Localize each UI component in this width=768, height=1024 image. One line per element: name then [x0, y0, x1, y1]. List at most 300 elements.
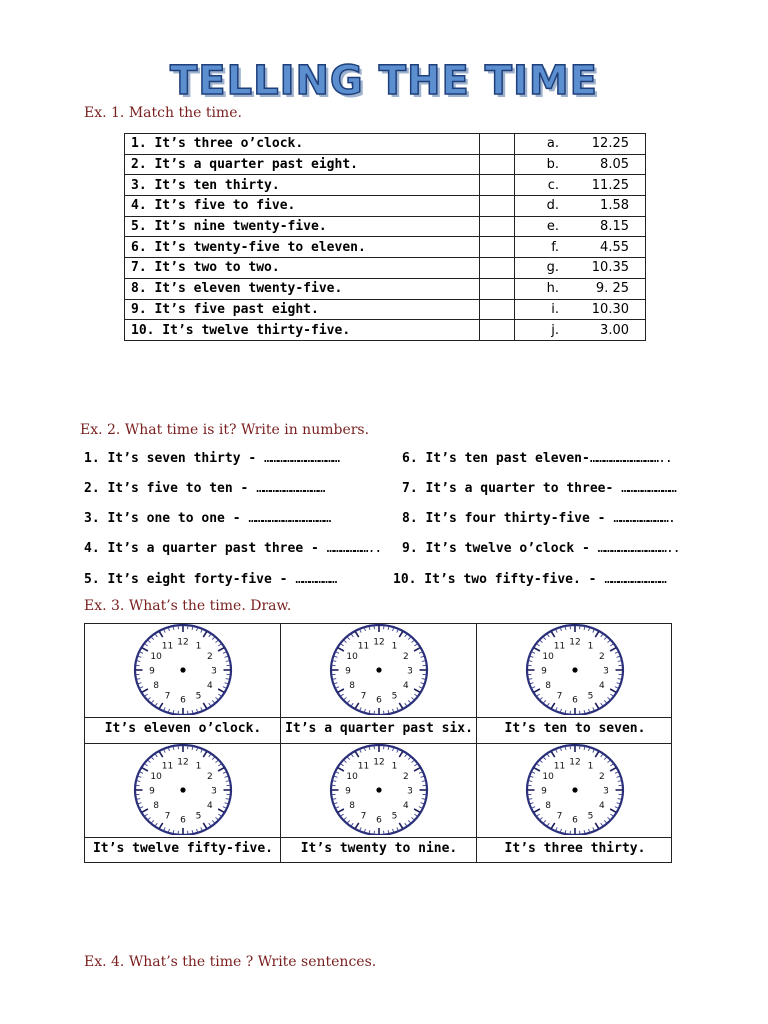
- clock-tick: [212, 820, 215, 823]
- clock-tick: [203, 751, 206, 757]
- clock-number: 1: [587, 641, 594, 652]
- clock-tick: [610, 694, 613, 696]
- clock-tick: [364, 709, 365, 712]
- clock-number: 10: [542, 652, 554, 662]
- clock-tick: [344, 760, 347, 762]
- clock-tick: [138, 656, 142, 657]
- clock-tick: [351, 703, 353, 706]
- clock-tick: [218, 694, 221, 696]
- clock-tick: [364, 829, 365, 832]
- option-letter: a.: [546, 136, 559, 152]
- clock-tick: [551, 823, 554, 829]
- clock-tick: [140, 687, 143, 688]
- answer-blank: [480, 134, 515, 155]
- ex2-prompt: 3. It’s one to one -: [84, 511, 249, 526]
- clock-tick: [138, 683, 142, 684]
- clock-tick: [333, 661, 337, 662]
- clock-tick: [347, 700, 350, 703]
- ex2-item: [402, 511, 675, 526]
- clock-tick: [351, 823, 353, 826]
- clock-number: 2: [598, 652, 605, 662]
- clock-tick: [388, 710, 389, 713]
- clock-tick: [534, 809, 540, 812]
- clock-tick: [197, 628, 198, 631]
- clock-tick: [530, 656, 534, 657]
- sentence-cell: 4. It’s five to five.: [125, 196, 480, 217]
- option-time: 9. 25: [595, 281, 629, 297]
- clock-tick: [226, 799, 230, 800]
- clock-tick: [173, 746, 174, 749]
- answer-blank: [480, 154, 515, 175]
- clock-tick: [197, 748, 198, 751]
- option-letter: i.: [551, 301, 559, 317]
- clock-tick: [159, 751, 162, 757]
- clock-tick: [589, 628, 590, 631]
- clock-tick: [212, 700, 215, 703]
- clock-number: 1: [195, 761, 202, 772]
- clock-tick: [168, 829, 169, 832]
- clock-tick: [209, 703, 211, 706]
- clock-tick: [408, 700, 411, 703]
- clock-number: 4: [598, 681, 605, 691]
- clock-tick: [369, 626, 370, 629]
- clock-tick: [393, 628, 394, 631]
- clock-tick: [604, 820, 607, 823]
- clock-number: 4: [598, 801, 605, 811]
- clock-tick: [164, 629, 166, 632]
- clock-tick: [397, 827, 399, 830]
- clock-tick: [422, 661, 426, 662]
- clock-tick: [216, 640, 219, 642]
- clock-tick: [192, 830, 193, 833]
- clock-tick: [534, 768, 540, 771]
- sentence-cell: 7. It’s two to two.: [125, 258, 480, 279]
- clock-tick: [540, 697, 543, 699]
- table-row: [125, 278, 646, 299]
- clock-tick: [164, 707, 166, 710]
- clock-number: 5: [587, 691, 594, 702]
- clock-tick: [223, 807, 226, 808]
- clock-tick: [203, 823, 206, 829]
- clock-center-dot: [572, 667, 577, 672]
- clock-tick: [532, 652, 535, 653]
- clock-tick: [560, 748, 561, 751]
- clock-tick: [540, 640, 543, 642]
- clock-tick: [197, 829, 198, 832]
- clock-tick: [355, 703, 358, 709]
- clock-tick: [218, 689, 224, 692]
- clock-tick: [414, 768, 420, 771]
- option-letter: d.: [546, 198, 559, 214]
- clock-number: 11: [161, 761, 174, 772]
- time-cell: [515, 134, 646, 155]
- table-row: [125, 175, 646, 196]
- clock-tick: [341, 644, 344, 646]
- clock-tick: [556, 707, 558, 710]
- clock-tick: [336, 687, 339, 688]
- clock-tick: [399, 823, 402, 829]
- clock-number: 8: [545, 801, 552, 811]
- clock-number: 4: [206, 681, 213, 691]
- clock-tick: [589, 709, 590, 712]
- clock-tick: [543, 700, 546, 703]
- clock-tick: [168, 709, 169, 712]
- answer-blank: [480, 258, 515, 279]
- clock-tick: [421, 683, 425, 684]
- ex2-prompt: 1. It’s seven thirty -: [84, 451, 265, 466]
- sentence-cell: 8. It’s eleven twenty-five.: [125, 278, 480, 299]
- clock-tick: [408, 637, 411, 640]
- option-time: 1.58: [600, 198, 629, 214]
- sentence-cell: 10. It’s twelve thirty-five.: [125, 320, 480, 341]
- clock-tick: [412, 640, 415, 642]
- ex2-prompt: 10. It’s two fifty-five. -: [393, 572, 605, 587]
- clock-tick: [593, 749, 595, 752]
- clock-tick: [610, 764, 613, 766]
- clock-number: 8: [545, 681, 552, 691]
- ex2-prompt: 4. It’s a quarter past three -: [84, 541, 327, 556]
- option-time: 8.15: [600, 219, 629, 235]
- clock-tick: [223, 652, 226, 653]
- option-time: 10.30: [591, 301, 629, 317]
- clock-tick: [341, 694, 344, 696]
- clock-tick: [201, 629, 203, 632]
- clock-tick: [422, 679, 426, 680]
- clock-tick: [595, 631, 598, 637]
- clock-tick: [145, 694, 148, 696]
- clock-tick: [137, 679, 141, 680]
- clock-number: 5: [587, 811, 594, 822]
- sentence-cell: 6. It’s twenty-five to eleven.: [125, 237, 480, 258]
- time-cell: [515, 320, 646, 341]
- clock-caption: It’s three thirty.: [504, 841, 646, 856]
- clock-tick: [218, 809, 224, 812]
- clock-tick: [155, 823, 157, 826]
- clock-tick: [610, 644, 613, 646]
- answer-line: ……………………………: [264, 451, 340, 466]
- clock-tick: [419, 687, 422, 688]
- clock-tick: [397, 707, 399, 710]
- clock-tick: [530, 776, 534, 777]
- clock-tick: [347, 637, 350, 640]
- clock-number: 12: [373, 637, 385, 648]
- table-row: [125, 237, 646, 258]
- clock-face-icon: [521, 741, 629, 835]
- clock-tick: [168, 748, 169, 751]
- clock-tick: [137, 661, 141, 662]
- clock-tick: [155, 703, 157, 706]
- clock-tick: [155, 634, 157, 637]
- clock-tick: [560, 829, 561, 832]
- clock-tick: [216, 697, 219, 699]
- clock-tick: [226, 679, 230, 680]
- clock-tick: [610, 809, 616, 812]
- clock-caption: It’s a quarter past six.: [285, 721, 473, 736]
- answer-line: …………………………..: [589, 451, 672, 466]
- option-time: 3.00: [600, 322, 629, 338]
- clock-number: 2: [206, 652, 213, 662]
- answer-blank: [480, 196, 515, 217]
- clock-tick: [360, 749, 362, 752]
- clock-tick: [604, 700, 607, 703]
- clock-tick: [218, 648, 224, 651]
- clock-center-dot: [376, 787, 381, 792]
- clock-tick: [388, 746, 389, 749]
- clock-tick: [610, 689, 616, 692]
- clock-tick: [595, 751, 598, 757]
- clock-tick: [422, 799, 426, 800]
- ex2-item: [402, 481, 676, 496]
- clock-tick: [333, 799, 337, 800]
- clock-tick: [551, 751, 554, 757]
- ex2-prompt: 7. It’s a quarter to three-: [402, 481, 622, 496]
- clock-tick: [192, 626, 193, 629]
- clock-center-dot: [572, 787, 577, 792]
- clock-tick: [369, 746, 370, 749]
- clock-number: 5: [391, 691, 398, 702]
- clock-tick: [138, 803, 142, 804]
- clock-tick: [556, 827, 558, 830]
- clock-tick: [360, 629, 362, 632]
- clock-tick: [421, 803, 425, 804]
- clock-tick: [338, 809, 344, 812]
- clock-tick: [414, 764, 417, 766]
- clock-tick: [537, 694, 540, 696]
- ex2-item: [402, 451, 672, 466]
- option-letter: e.: [546, 219, 559, 235]
- clock-number: 12: [177, 757, 189, 768]
- clock-tick: [610, 814, 613, 816]
- sentence-cell: 2. It’s a quarter past eight.: [125, 154, 480, 175]
- clock-number: 3: [407, 786, 413, 797]
- clock-tick: [173, 710, 174, 713]
- clock-tick: [565, 746, 566, 749]
- clock-number: 11: [357, 641, 370, 652]
- clock-tick: [618, 661, 622, 662]
- time-cell: [515, 299, 646, 320]
- clock-tick: [540, 817, 543, 819]
- clock-number: 9: [345, 666, 351, 677]
- clock-face-icon: [129, 621, 237, 715]
- clock-tick: [593, 629, 595, 632]
- clock-tick: [618, 679, 622, 680]
- clock-number: 7: [556, 811, 563, 822]
- clock-tick: [216, 817, 219, 819]
- answer-line: ………………: [295, 572, 337, 587]
- clock-tick: [414, 814, 417, 816]
- clock-tick: [145, 764, 148, 766]
- clock-tick: [414, 648, 420, 651]
- clock-tick: [419, 652, 422, 653]
- clock-tick: [360, 707, 362, 710]
- clock-tick: [151, 820, 154, 823]
- clock-tick: [414, 809, 420, 812]
- ex2-item: [84, 541, 381, 556]
- clock-number: 12: [569, 757, 581, 768]
- clock-tick: [140, 807, 143, 808]
- clock-tick: [529, 661, 533, 662]
- clock-tick: [140, 772, 143, 773]
- ex2-item: [84, 572, 336, 587]
- clock-tick: [419, 772, 422, 773]
- clock-tick: [336, 807, 339, 808]
- answer-blank: [480, 175, 515, 196]
- ex2-item: [402, 541, 680, 556]
- clock-tick: [209, 634, 211, 637]
- clock-tick: [610, 648, 616, 651]
- clock-tick: [565, 626, 566, 629]
- table-row: [125, 196, 646, 217]
- clock-number: 6: [572, 695, 578, 706]
- clock-number: 9: [345, 786, 351, 797]
- clock-tick: [530, 683, 534, 684]
- clock-tick: [601, 703, 603, 706]
- clock-tick: [593, 707, 595, 710]
- clock-tick: [225, 803, 229, 804]
- clock-tick: [529, 781, 533, 782]
- clock-tick: [551, 703, 554, 709]
- clock-tick: [529, 799, 533, 800]
- option-letter: f.: [551, 239, 559, 255]
- clock-tick: [145, 644, 148, 646]
- sentence-cell: 1. It’s three o’clock.: [125, 134, 480, 155]
- clock-tick: [534, 689, 540, 692]
- clock-tick: [397, 749, 399, 752]
- clock-tick: [601, 823, 603, 826]
- clock-tick: [412, 697, 415, 699]
- clock-face-icon: [325, 741, 433, 835]
- clock-tick: [393, 748, 394, 751]
- clock-number: 9: [541, 666, 547, 677]
- clock-tick: [405, 823, 407, 826]
- clock-caption: It’s ten to seven.: [504, 721, 646, 736]
- ex2-heading: Ex. 2. What time is it? Write in numbers.: [80, 422, 370, 438]
- match-table: [124, 133, 646, 341]
- clock-tick: [355, 631, 358, 637]
- clock-tick: [543, 757, 546, 760]
- clock-tick: [422, 781, 426, 782]
- clock-number: 6: [376, 695, 382, 706]
- clock-tick: [225, 656, 229, 657]
- table-row: [125, 258, 646, 279]
- clock-tick: [197, 709, 198, 712]
- clock-tick: [608, 817, 611, 819]
- clock-number: 2: [402, 652, 409, 662]
- clock-tick: [164, 749, 166, 752]
- clock-tick: [393, 709, 394, 712]
- clock-number: 10: [346, 652, 358, 662]
- clock-tick: [388, 830, 389, 833]
- clock-tick: [201, 827, 203, 830]
- option-letter: b.: [546, 157, 559, 173]
- clock-number: 11: [553, 761, 566, 772]
- clock-tick: [344, 640, 347, 642]
- clock-tick: [203, 703, 206, 709]
- clock-tick: [218, 644, 221, 646]
- clock-tick: [159, 631, 162, 637]
- clock-tick: [338, 689, 344, 692]
- clock-tick: [151, 700, 154, 703]
- clock-tick: [399, 751, 402, 757]
- clock-tick: [405, 634, 407, 637]
- clock-tick: [610, 768, 616, 771]
- answer-line: ………………..: [326, 541, 382, 556]
- clock-tick: [595, 703, 598, 709]
- clock-number: 11: [553, 641, 566, 652]
- clock-grid: [84, 623, 672, 863]
- clock-tick: [617, 683, 621, 684]
- clock-number: 6: [180, 815, 186, 826]
- clock-tick: [399, 631, 402, 637]
- clock-tick: [159, 823, 162, 829]
- option-letter: g.: [546, 260, 559, 276]
- clock-number: 7: [360, 691, 367, 702]
- table-row: [125, 134, 646, 155]
- clock-tick: [209, 754, 211, 757]
- clock-tick: [532, 687, 535, 688]
- clock-number: 5: [195, 691, 202, 702]
- clock-number: 8: [153, 681, 160, 691]
- time-cell: [515, 154, 646, 175]
- clock-tick: [344, 697, 347, 699]
- clock-tick: [408, 820, 411, 823]
- clock-tick: [618, 799, 622, 800]
- clock-tick: [341, 764, 344, 766]
- clock-tick: [388, 626, 389, 629]
- clock-tick: [155, 754, 157, 757]
- clock-tick: [414, 644, 417, 646]
- clock-tick: [617, 803, 621, 804]
- clock-number: 11: [357, 761, 370, 772]
- clock-tick: [173, 830, 174, 833]
- clock-tick: [192, 710, 193, 713]
- clock-center-dot: [180, 667, 185, 672]
- clock-tick: [414, 689, 420, 692]
- clock-number: 9: [541, 786, 547, 797]
- clock-tick: [364, 748, 365, 751]
- clock-tick: [543, 637, 546, 640]
- clock-tick: [601, 754, 603, 757]
- clock-tick: [532, 807, 535, 808]
- clock-tick: [393, 829, 394, 832]
- clock-number: 7: [164, 691, 171, 702]
- clock-number: 8: [153, 801, 160, 811]
- clock-tick: [414, 694, 417, 696]
- clock-tick: [142, 648, 148, 651]
- clock-tick: [355, 751, 358, 757]
- clock-tick: [347, 820, 350, 823]
- clock-tick: [532, 772, 535, 773]
- clock-number: 10: [346, 772, 358, 782]
- time-cell: [515, 278, 646, 299]
- clock-tick: [336, 652, 339, 653]
- clock-tick: [226, 661, 230, 662]
- clock-face-icon: [129, 741, 237, 835]
- clock-tick: [223, 687, 226, 688]
- time-cell: [515, 175, 646, 196]
- option-time: 12.25: [591, 136, 629, 152]
- clock-tick: [615, 772, 618, 773]
- ex3-heading: Ex. 3. What’s the time. Draw.: [84, 598, 292, 614]
- clock-tick: [584, 710, 585, 713]
- clock-number: 3: [603, 786, 609, 797]
- option-letter: j.: [551, 322, 559, 338]
- clock-number: 6: [376, 815, 382, 826]
- clock-tick: [334, 776, 338, 777]
- clock-tick: [369, 830, 370, 833]
- clock-tick: [212, 637, 215, 640]
- clock-tick: [218, 764, 221, 766]
